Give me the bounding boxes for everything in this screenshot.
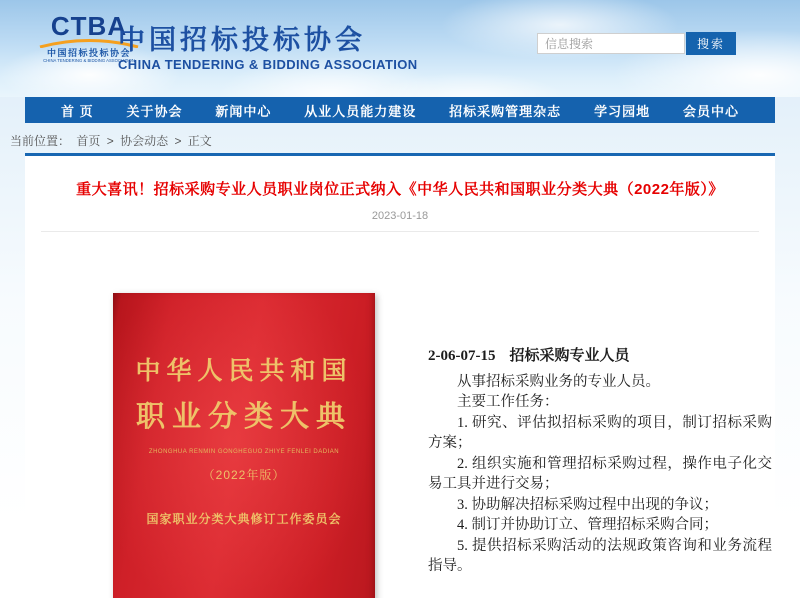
search-box (537, 32, 736, 55)
logo-cn-text: 中国招标投标协会 (46, 48, 131, 58)
nav-item-about[interactable]: 关于协会 (126, 103, 183, 119)
nav-item-magazine[interactable]: 招标采购管理杂志 (449, 103, 562, 119)
entry-paragraph: 1. 研究、评估拟招标采购的项目，制订招标采购方案； (428, 414, 772, 451)
nav-item-learning[interactable]: 学习园地 (594, 103, 651, 119)
book-edition: （2022年版） (202, 468, 286, 482)
breadcrumb-separator: > (174, 134, 182, 148)
entry-paragraph: 5. 提供招标采购活动的法规政策咨询和业务流程指导。 (428, 537, 772, 574)
book-title-line1: 中华人民共和国 (135, 358, 353, 385)
dictionary-entry-text (428, 346, 775, 577)
book-title-line2: 职业分类大典 (135, 401, 352, 433)
article-date: 2023-01-18 (371, 210, 429, 222)
site-title-en: CHINA TENDERING & BIDDING ASSOCIATION (118, 57, 418, 72)
book-cover-image (113, 293, 375, 598)
breadcrumb-prefix: 当前位置： (10, 134, 71, 148)
logo-en-text: CHINA TENDERING & BIDDING ASSOCIATION (43, 58, 135, 64)
entry-paragraph: 4. 制订并协助订立、管理招标采购合同； (457, 517, 718, 533)
book-committee: 国家职业分类大典修订工作委员会 (146, 512, 342, 526)
site-header (0, 0, 800, 97)
main-nav (25, 97, 775, 123)
breadcrumb-home-link[interactable]: 首页 (76, 134, 101, 148)
nav-item-capability[interactable]: 从业人员能力建设 (304, 103, 417, 119)
entry-paragraph: 从事招标采购业务的专业人员。 (457, 373, 660, 390)
logo-acronym: CTBA (50, 11, 128, 41)
breadcrumb-current: 正文 (187, 134, 212, 148)
search-button[interactable]: 搜索 (686, 32, 736, 55)
title-divider (41, 231, 759, 232)
nav-item-news[interactable]: 新闻中心 (215, 103, 272, 119)
entry-paragraph: 2. 组织实施和管理招标采购过程，操作电子化交易工具并进行交易； (428, 455, 772, 492)
site-title (118, 26, 418, 72)
article-card (25, 153, 775, 598)
search-input[interactable] (537, 33, 685, 54)
article-title: 重大喜讯！招标采购专业人员职业岗位正式纳入《中华人民共和国职业分类大典（2022年版）》 (76, 181, 724, 198)
nav-item-members[interactable]: 会员中心 (682, 103, 739, 119)
site-title-cn: 中国招标投标协会 (118, 25, 366, 55)
entry-code: 2-06-07-15 (428, 348, 496, 364)
entry-paragraph: 主要工作任务： (457, 394, 559, 410)
entry-paragraph: 3. 协助解决招标采购过程中出现的争议； (457, 496, 718, 513)
entry-heading (428, 346, 772, 367)
breadcrumb (10, 132, 800, 148)
nav-item-home[interactable]: 首 页 (61, 103, 94, 119)
entry-name: 招标采购专业人员 (509, 348, 630, 364)
breadcrumb-separator: > (106, 134, 114, 148)
book-pinyin: ZHONGHUA RENMIN GONGHEGUO ZHIYE FENLEI DADIAN (148, 449, 340, 455)
breadcrumb-section-link[interactable]: 协会动态 (120, 134, 169, 148)
